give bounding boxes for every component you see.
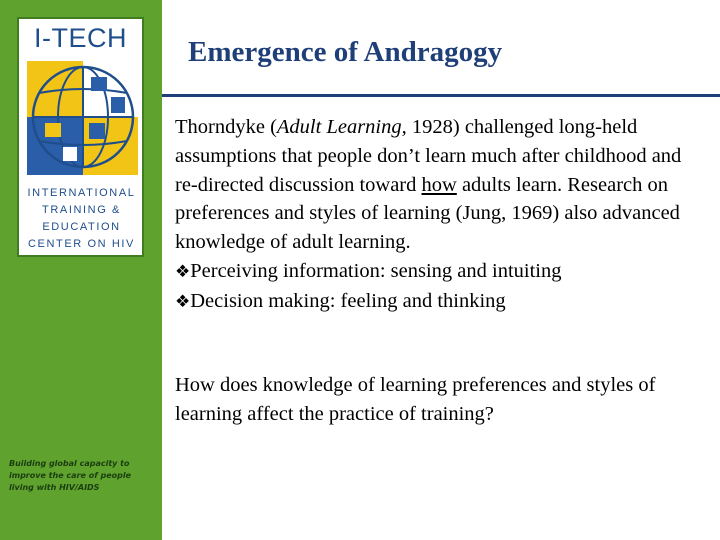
sidebar [0, 0, 162, 540]
bullet-text: Decision making: feeling and thinking [190, 289, 506, 312]
slide-body [175, 113, 705, 317]
paragraph-text: Thorndyke ( [175, 116, 277, 138]
logo-org-name [23, 185, 140, 253]
logo-org-line: TRAINING & [42, 204, 121, 216]
bullet-item [175, 257, 705, 287]
diamond-bullet-icon: ❖ [175, 261, 191, 281]
intro-paragraph [175, 113, 705, 257]
globe-icon [25, 57, 140, 179]
logo-org-line: CENTER ON HIV [28, 238, 135, 250]
logo-org-line: EDUCATION [42, 221, 121, 233]
slide-title: Emergence of Andragogy [188, 36, 503, 68]
bullet-text: Perceiving information: sensing and intuiting [190, 259, 562, 282]
paragraph-text: adults learn. Research on preferences and styles of learning (Jung, 1969) also advanced knowledge of adult learning. [175, 173, 680, 254]
discussion-question [175, 371, 705, 429]
paragraph-text: 1928) challenged long-held assumptions that people don’t learn much after childhood and re-directed discussion toward [175, 116, 682, 196]
logo-org-line: INTERNATIONAL [27, 187, 136, 199]
logo-title: I-TECH [34, 23, 127, 53]
question-text: How does knowledge of learning preferences and styles of learning affect the practice of training? [175, 374, 656, 425]
diamond-bullet-icon: ❖ [175, 291, 191, 311]
tagline: Building global capacity to improve the care of people living with HIV/AIDS [9, 459, 132, 492]
itech-logo [17, 17, 144, 257]
bullet-item [175, 287, 705, 317]
emphasis-word: how [421, 173, 457, 196]
title-divider [162, 94, 720, 97]
book-title: Adult Learning, [276, 116, 407, 138]
